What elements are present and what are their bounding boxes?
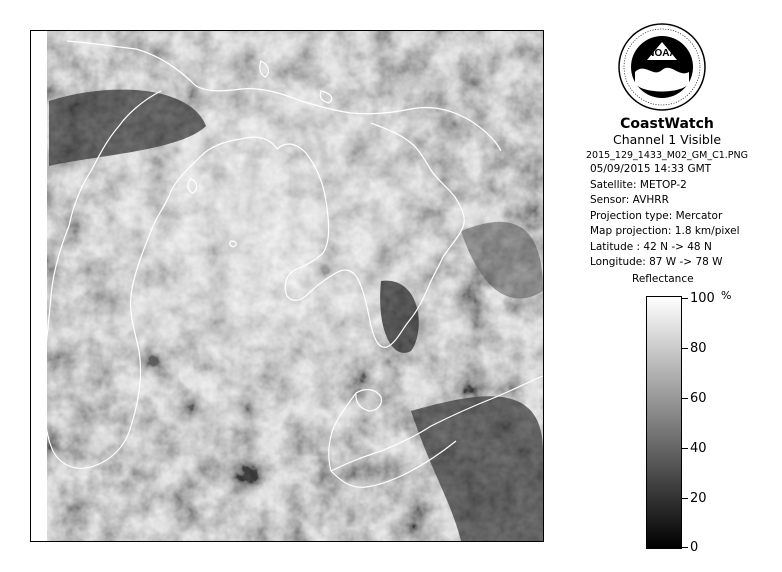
file-name: 2015_129_1433_M02_GM_C1.PNG <box>586 150 748 161</box>
reflectance-colorbar <box>646 296 682 549</box>
legend-title: Reflectance <box>632 273 694 285</box>
tick-mark <box>682 398 688 399</box>
tick-mark <box>682 348 688 349</box>
map-svg <box>31 31 543 541</box>
channel-subtitle: Channel 1 Visible <box>612 132 722 147</box>
tick-label-80: 80 <box>690 341 707 356</box>
datetime-text: 05/09/2015 14:33 GMT <box>590 163 712 175</box>
satellite-map <box>30 30 544 542</box>
tick-label-100: 100 <box>690 291 715 306</box>
latitude-text: Latitude : 42 N -> 48 N <box>590 240 712 253</box>
metadata-list <box>560 162 774 271</box>
tick-mark <box>682 298 688 299</box>
tick-mark <box>682 498 688 499</box>
tick-mark <box>682 448 688 449</box>
info-panel <box>560 112 774 271</box>
tick-label-60: 60 <box>690 391 707 406</box>
app-title: CoastWatch <box>620 116 714 132</box>
map-projection-text: Map projection: 1.8 km/pixel <box>590 225 740 237</box>
tick-mark <box>682 547 688 548</box>
noaa-logo <box>617 22 707 112</box>
legend-unit: % <box>721 289 732 302</box>
tick-label-20: 20 <box>690 491 707 506</box>
sensor-text: Sensor: AVHRR <box>590 194 669 206</box>
tick-label-0: 0 <box>690 540 699 555</box>
tick-label-40: 40 <box>690 441 707 456</box>
projection-type-text: Projection type: Mercator <box>590 209 723 222</box>
logo-text: NOAA <box>647 48 677 59</box>
satellite-text: Satellite: METOP-2 <box>590 178 687 191</box>
longitude-text: Longitude: 87 W -> 78 W <box>590 256 723 268</box>
